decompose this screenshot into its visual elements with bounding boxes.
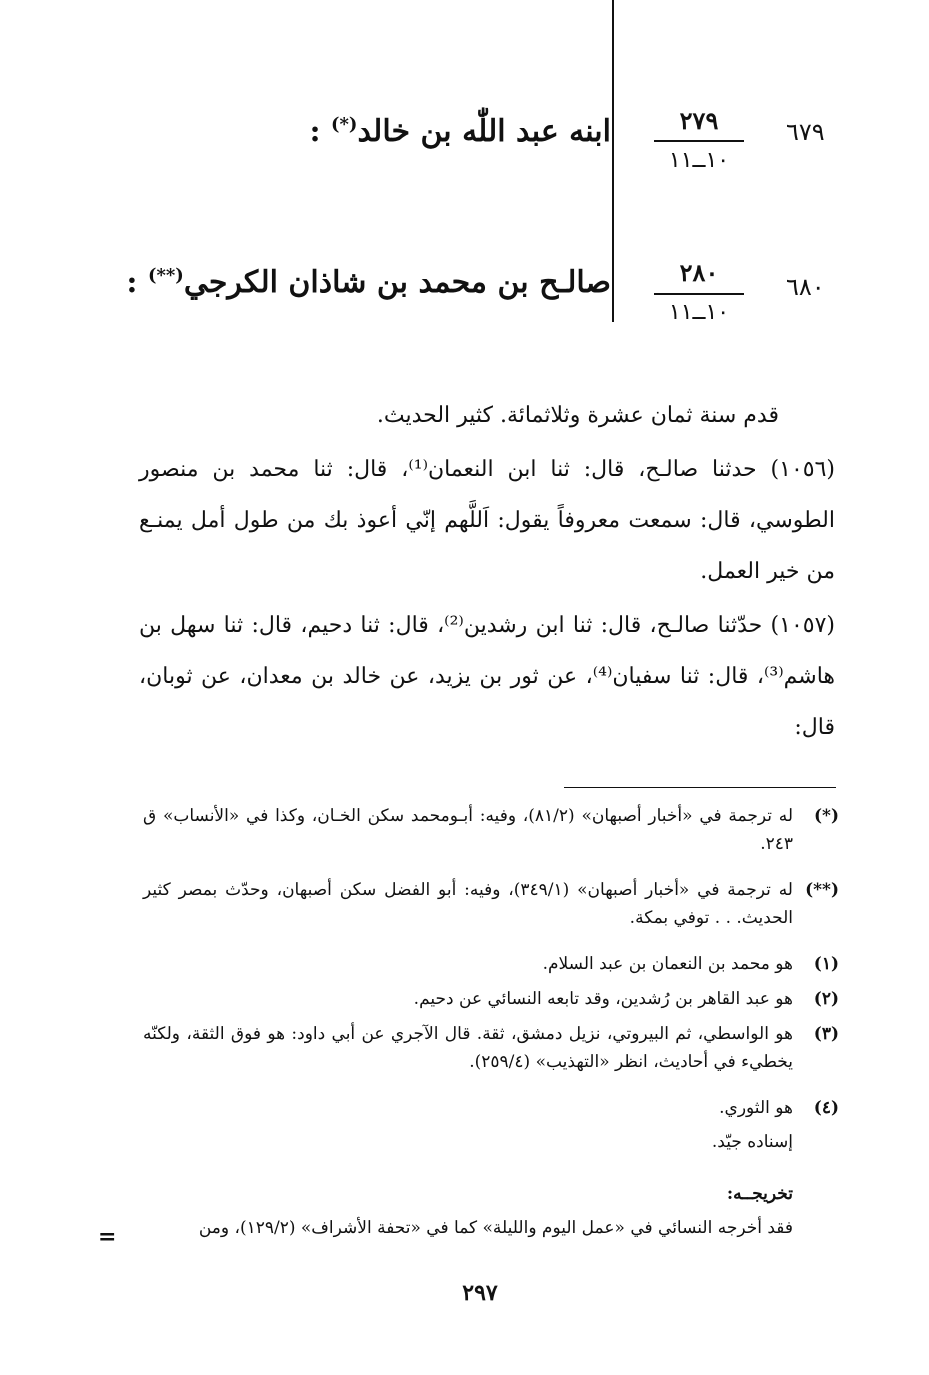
- footnote-item: [143, 950, 839, 978]
- footnote-mark: (١): [813, 954, 839, 974]
- footnote-mark: (٤): [813, 1098, 839, 1118]
- footnote-text: هو عبد القاهر بن رُشدين، وقد تابعه النسائي عن دحيم.: [413, 989, 793, 1009]
- footnote-text: هو محمد بن النعمان بن عبد السلام.: [542, 954, 793, 974]
- entry-title-tail: :: [126, 265, 148, 300]
- footnote-item: [143, 802, 839, 858]
- continuation-mark: =: [98, 1224, 117, 1250]
- entry-title-text: ابنه عبد اللّٰه بن خالد: [357, 114, 611, 149]
- entry-title: [309, 114, 611, 149]
- entry-title-text: صالـح بن محمد بن شاذان الكرجي: [183, 265, 611, 300]
- takhrij-body-text: فقد أخرجه النسائي في «عمل اليوم والليلة» كما في «تحفة الأشراف» (١٢٩/٢)، ومن: [198, 1218, 793, 1238]
- footnote-text: له ترجمة في «أخبار أصبهان» (٨١/٢)، وفيه: أبـومحمد سكن الخـان، وكذا في «الأنساب» ق ٢٤٣.: [143, 806, 793, 854]
- footnote-mark: (*): [814, 806, 839, 826]
- footnote-item: [143, 1020, 839, 1076]
- footnote-marker: (**): [147, 265, 184, 286]
- entry-number: ٦٧٩: [786, 118, 825, 146]
- takhrij-heading: [143, 1180, 839, 1208]
- isnad-note-text: إسناده جيّد.: [711, 1132, 793, 1152]
- footnote-mark: (٢): [813, 989, 839, 1009]
- takhrij-text: [143, 1214, 839, 1242]
- entry-title-tail: :: [309, 114, 331, 149]
- isnad-note: [143, 1128, 839, 1156]
- footnote-item: [143, 876, 839, 932]
- footnote-text: هو الواسطي، ثم البيروتي، نزيل دمشق، ثقة. قال الآجري عن أبي داود: هو فوق الثقة، ولكنّه يخطيء في أحاديث، انظر «التهذيب» (٢٥٩/٤).: [143, 1024, 793, 1072]
- footnote-separator: [564, 787, 836, 788]
- footnote-marker: (*): [330, 114, 358, 135]
- hadith-paragraph: (١٠٥٦) حدثنا صالـح، قال: ثنا ابن النعمان⁽¹⁾، قال: ثنا محمد بن منصور الطوسي، قال: سمعت معروفاً يقول: اَللَّهم إنّي أعوذ بك من طول أمل يمنـع من خير العمل.: [139, 457, 835, 584]
- page-number: ٢٩٧: [462, 1280, 498, 1306]
- footnote-text: له ترجمة في «أخبار أصبهان» (٣٤٩/١)، وفيه: أبو الفضل سكن أصبهان، وحدّث بمصر كثير الحديث. . . توفي بمكة.: [143, 880, 793, 928]
- footnote-text: هو الثوري.: [719, 1098, 793, 1118]
- footnote-mark: (٣): [813, 1024, 839, 1044]
- fraction-denominator: ١٠ــ١١: [668, 148, 730, 173]
- entry-title: [126, 265, 611, 300]
- footnote-mark: (**): [805, 880, 839, 900]
- takhrij-heading-text: تخريجــه:: [726, 1184, 793, 1204]
- entry-number: ٦٨٠: [786, 273, 825, 301]
- fraction-numerator: ٢٨٠: [679, 258, 719, 287]
- footnote-item: [143, 1094, 839, 1122]
- fraction-denominator: ١٠ــ١١: [668, 300, 730, 325]
- hadith-paragraph: (١٠٥٧) حدّثنا صالـح، قال: ثنا ابن رشدين⁽²⁾، قال: ثنا دحيم، قال: ثنا سهل بن هاشم⁽³⁾، قال: ثنا سفيان⁽⁴⁾، عن ثور بن يزيد، عن خالد بن معدان، عن ثوبان، قال:: [139, 613, 836, 740]
- fraction-numerator: ٢٧٩: [679, 106, 719, 135]
- fraction-bar: [654, 293, 744, 295]
- column-divider-line: [612, 0, 614, 322]
- fraction-bar: [654, 140, 744, 142]
- paragraph-intro: قدم سنة ثمان عشرة وثلاثمائة. كثير الحديث.: [376, 403, 779, 428]
- footnote-item: [143, 985, 839, 1013]
